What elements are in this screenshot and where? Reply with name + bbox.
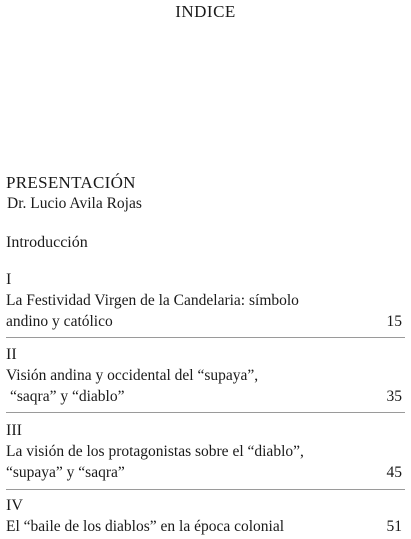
chapter-title-line: “supaya” y “saqra” bbox=[6, 464, 125, 481]
chapter-title-line: andino y católico bbox=[6, 313, 113, 330]
chapter-numeral: II bbox=[6, 346, 17, 363]
chapter-title-line: La visión de los protagonistas sobre el “diablo”, bbox=[6, 443, 304, 460]
page-title: INDICE bbox=[175, 2, 236, 21]
presentation-heading: PRESENTACIÓN bbox=[6, 173, 136, 192]
divider bbox=[6, 337, 405, 338]
presentation-author: Dr. Lucio Avila Rojas bbox=[7, 195, 142, 212]
divider bbox=[6, 489, 405, 490]
chapter-entry-2 bbox=[6, 344, 406, 407]
chapter-page-number: 15 bbox=[386, 313, 402, 330]
presentation-entry bbox=[6, 173, 406, 214]
chapter-numeral: IV bbox=[6, 497, 23, 514]
introduction-label: Introducción bbox=[6, 234, 88, 251]
divider bbox=[6, 412, 405, 413]
chapter-title-line: El “baile de los diablos” en la época colonial bbox=[6, 518, 285, 535]
chapter-entry-1 bbox=[6, 269, 406, 332]
chapter-title-line: Visión andina y occidental del “supaya”, bbox=[6, 367, 259, 384]
chapter-title-line: La Festividad Virgen de la Candelaria: símbolo bbox=[6, 292, 299, 309]
chapter-entry-3 bbox=[6, 420, 406, 483]
chapter-page-number: 45 bbox=[386, 464, 402, 481]
chapter-numeral: I bbox=[6, 271, 12, 288]
chapter-page-number: 51 bbox=[386, 518, 402, 535]
chapter-title-line: “saqra” y “diablo” bbox=[10, 388, 125, 405]
chapter-page-number: 35 bbox=[386, 388, 402, 405]
chapter-numeral: III bbox=[6, 422, 22, 439]
introduction-entry bbox=[6, 232, 406, 253]
chapter-entry-4 bbox=[6, 495, 406, 537]
